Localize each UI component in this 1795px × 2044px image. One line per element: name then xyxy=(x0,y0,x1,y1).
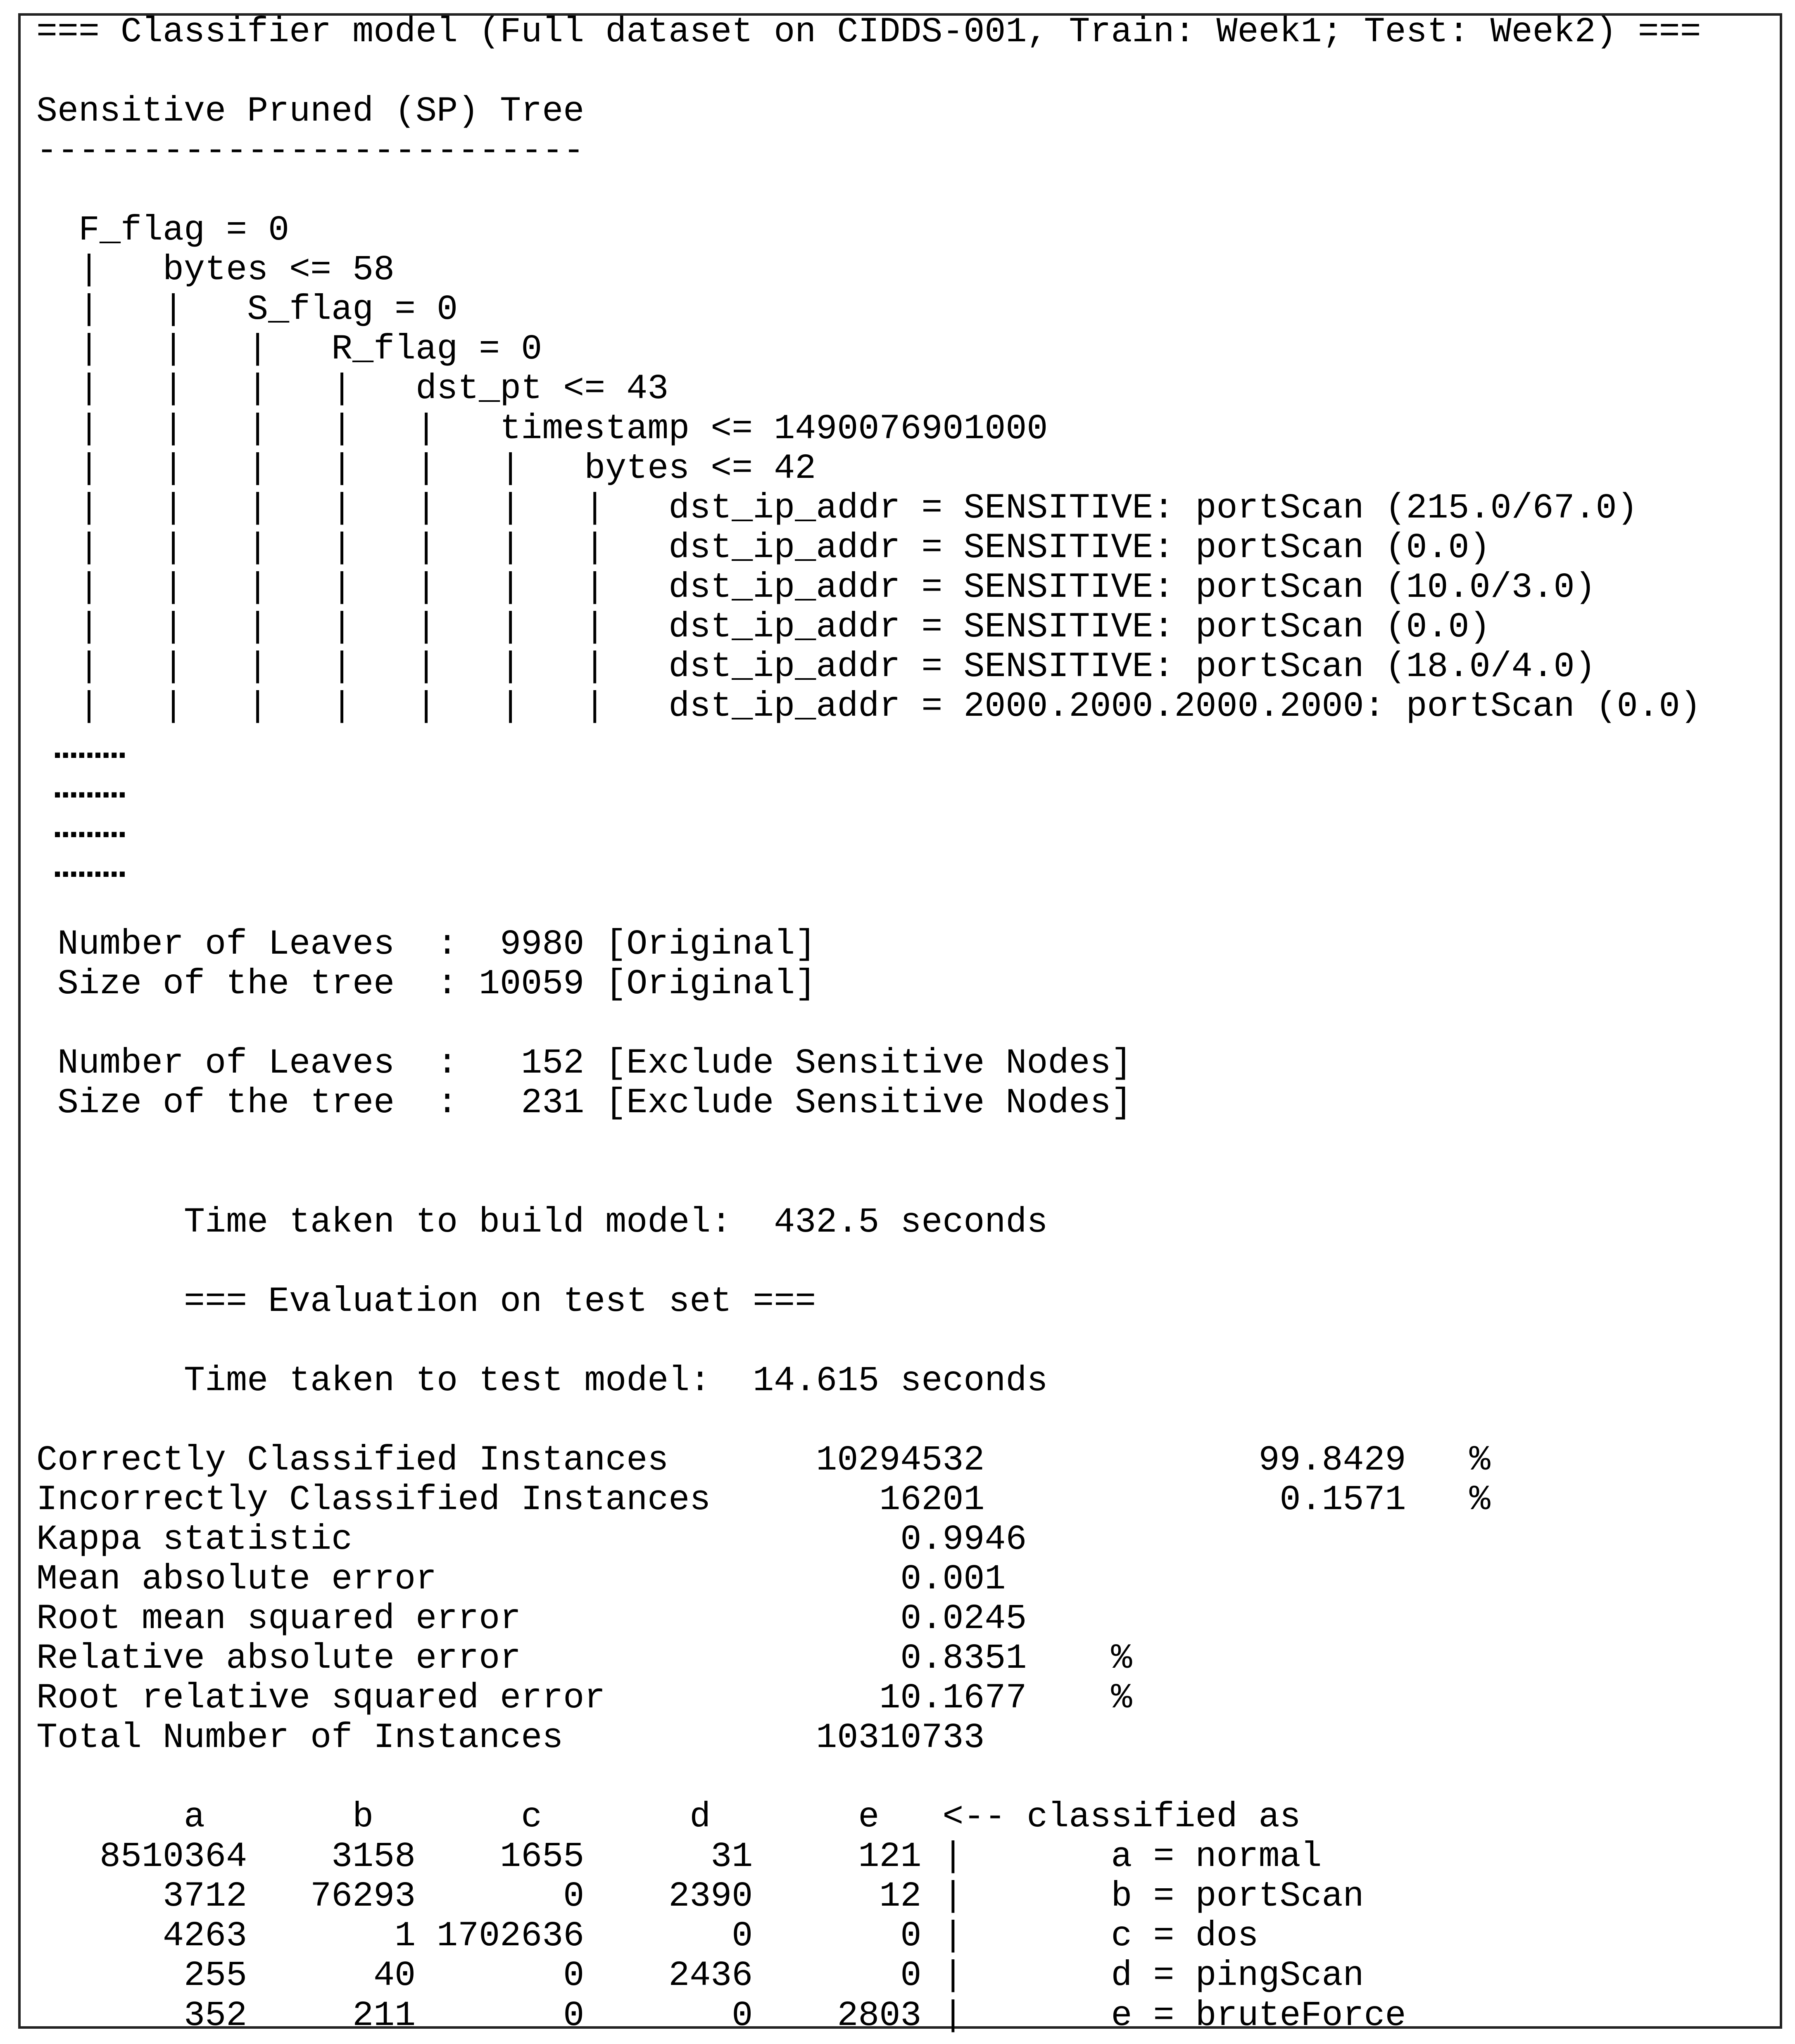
document-line: 3712 76293 0 2390 12 | b = portScan xyxy=(36,1876,1364,1916)
document-line: Time taken to test model: 14.615 seconds xyxy=(36,1361,1048,1401)
document-line: Root mean squared error 0.0245 xyxy=(36,1599,1027,1639)
document-line: 255 40 0 2436 0 | d = pingScan xyxy=(36,1956,1364,1996)
document-line: a b c d e <-- classified as xyxy=(36,1797,1301,1837)
document-line: Number of Leaves : 9980 [Original] xyxy=(36,924,816,964)
document-line: | | | | | | | dst_ip_addr = SENSITIVE: portScan (215.0/67.0) xyxy=(36,488,1638,528)
document-line: Size of the tree : 231 [Exclude Sensitive Nodes] xyxy=(36,1083,1132,1123)
document-line: | | | | | | | dst_ip_addr = SENSITIVE: portScan (18.0/4.0) xyxy=(36,647,1596,687)
document-line: Total Number of Instances 10310733 xyxy=(36,1718,985,1758)
document-line: Root relative squared error 10.1677 % xyxy=(36,1678,1132,1718)
document-line: | | | | | | bytes <= 42 xyxy=(36,449,816,489)
document-line: F_flag = 0 xyxy=(36,210,290,250)
document-line: | | | | | | | dst_ip_addr = SENSITIVE: portScan (10.0/3.0) xyxy=(36,567,1596,608)
document-line: === Evaluation on test set === xyxy=(36,1282,816,1322)
document-line: | | | | | | | dst_ip_addr = SENSITIVE: portScan (0.0) xyxy=(36,607,1491,647)
document-line: ......... xyxy=(36,766,126,805)
document-line: | | | | dst_pt <= 43 xyxy=(36,369,669,409)
document-line: Sensitive Pruned (SP) Tree xyxy=(36,91,585,131)
document-line: | bytes <= 58 xyxy=(36,250,395,290)
document-line: ......... xyxy=(36,726,126,766)
document-line: Number of Leaves : 152 [Exclude Sensitive Nodes] xyxy=(36,1043,1132,1083)
document-line: Correctly Classified Instances 10294532 99.8429 % xyxy=(36,1440,1491,1480)
document-line: 352 211 0 0 2803 | e = bruteForce xyxy=(36,1996,1406,2036)
document-line: | | | R_flag = 0 xyxy=(36,329,542,369)
document-line: Size of the tree : 10059 [Original] xyxy=(36,964,816,1004)
document-line: === Classifier model (Full dataset on CIDDS-001, Train: Week1; Test: Week2) === xyxy=(36,12,1701,52)
document-line: Incorrectly Classified Instances 16201 0.1571 % xyxy=(36,1480,1491,1520)
document-line: 8510364 3158 1655 31 121 | a = normal xyxy=(36,1837,1322,1877)
document-line: | | | | | | | dst_ip_addr = 2000.2000.2000.2000: portScan (0.0) xyxy=(36,686,1701,726)
document-line: | | | | | | | dst_ip_addr = SENSITIVE: portScan (0.0) xyxy=(36,528,1491,568)
document-line: Mean absolute error 0.001 xyxy=(36,1559,1006,1599)
document-line: ......... xyxy=(36,806,126,845)
document-line: Relative absolute error 0.8351 % xyxy=(36,1638,1132,1678)
document-line: Kappa statistic 0.9946 xyxy=(36,1519,1027,1560)
document-line: 4263 1 1702636 0 0 | c = dos xyxy=(36,1916,1259,1956)
document-line: | | | | | timestamp <= 1490076901000 xyxy=(36,409,1048,449)
document-line: Time taken to build model: 432.5 seconds xyxy=(36,1202,1048,1242)
document-line: | | S_flag = 0 xyxy=(36,290,458,330)
document-line: ......... xyxy=(36,845,126,885)
document-line: -------------------------- xyxy=(36,131,585,171)
